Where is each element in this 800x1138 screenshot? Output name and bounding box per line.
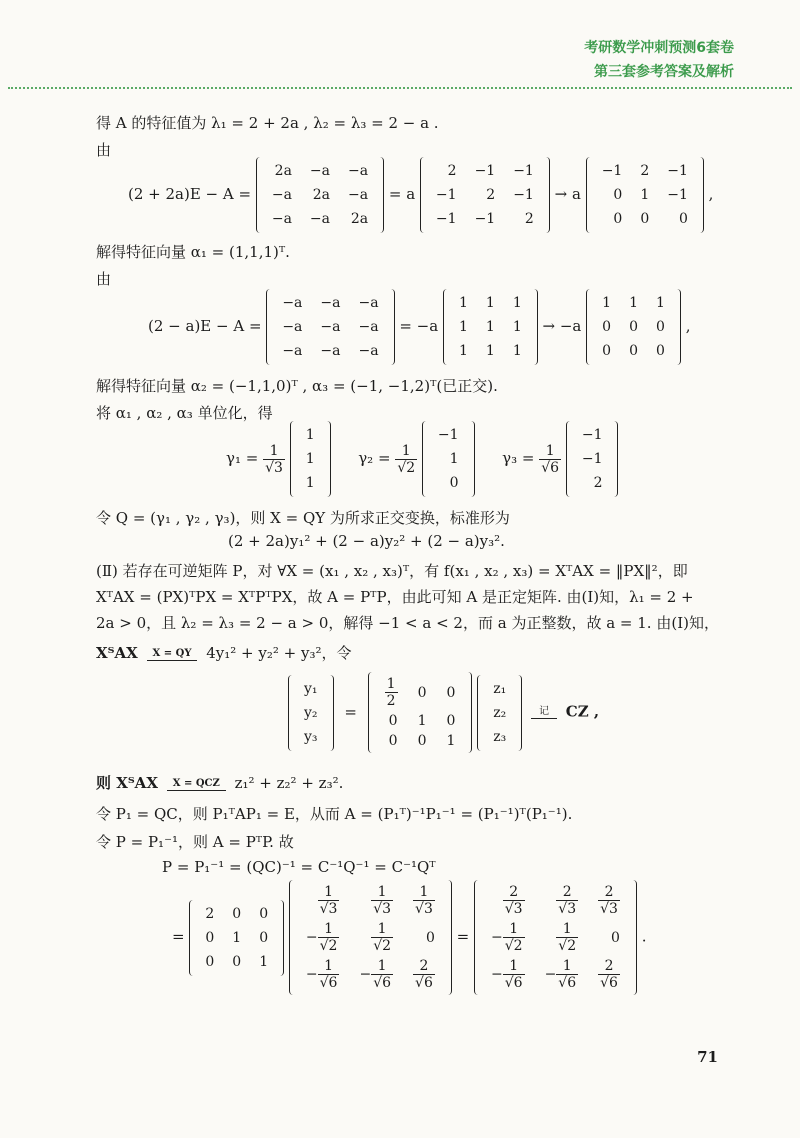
transform-arrow-qy: X = QY — [147, 648, 198, 661]
gamma1-coef: $\frac{1}{√3}$ — [265, 442, 283, 476]
matrix-cell: 2 — [486, 187, 496, 203]
vector-cell: 2 — [593, 475, 603, 491]
xax-expr: XᵀAX — [96, 644, 138, 662]
matrix-cell: $\frac{1}{√3}$ — [415, 884, 433, 917]
y-equals-cz: y₁ y₂ y₃ = $\frac{1}{2}$ 0 0 0 1 0 0 0 1 z₁ z₂ z₃ 记 CZ , — [288, 672, 599, 753]
matrix-cell: 1 — [458, 343, 468, 359]
matrix-cell: −1 — [435, 187, 457, 203]
section-title: 第三套参考答案及解析 — [594, 64, 734, 80]
matrix-cell: 2 — [447, 163, 457, 179]
vector-cell: 1 — [305, 427, 315, 443]
matrix-cell: 0 — [629, 319, 638, 335]
matrix-cell: − $\frac{1}{√6}$ — [544, 958, 577, 991]
part2-line-2: XᵀAX = (PX)ᵀPX = XᵀPᵀPX，故 A = PᵀP，由此可知 A 是正定矩阵. 由(Ⅰ)知，λ₁ = 2 + — [96, 588, 694, 606]
matrix-cell: 1 — [512, 319, 522, 335]
final-eq-sign: = — [172, 927, 185, 946]
header-divider — [8, 87, 792, 89]
vector-cell: z₂ — [493, 704, 507, 721]
gamma2-vector — [422, 421, 475, 497]
eigenvalues-line: 得 A 的特征值为 λ₁ = 2 + 2a , λ₂ = λ₃ = 2 − a . — [96, 114, 439, 132]
matrix-cell: −1 — [667, 187, 688, 203]
matrix-cell: $\frac{2}{√6}$ — [600, 958, 618, 991]
matrix-cell: 0 — [425, 929, 435, 946]
vector-cell: −1 — [581, 427, 603, 443]
page-number: 71 — [697, 1048, 718, 1066]
eq1-lhs: (2 + 2a)E − A = — [128, 185, 252, 203]
matrix-cell: 2a — [312, 187, 330, 203]
matrix-cell: − $\frac{1}{√6}$ — [359, 958, 392, 991]
matrix-m4 — [266, 289, 394, 365]
gamma2-label: γ₂ = — [358, 449, 391, 467]
matrix-cell: −a — [348, 163, 369, 179]
book-title: 考研数学冲刺预测6套卷 — [584, 40, 734, 56]
standard-form-line: (2 + 2a)y₁² + (2 − a)y₂² + (2 − a)y₃². — [228, 532, 505, 550]
matrix-cell: −a — [309, 211, 330, 227]
matrix-cell: 0 — [232, 953, 242, 970]
gamma1-label: γ₁ = — [226, 449, 259, 467]
matrix-cell: −a — [282, 343, 303, 359]
vector-cell: z₃ — [493, 728, 507, 745]
unitize-line: 将 α₁ , α₂ , α₃ 单位化，得 — [96, 404, 273, 422]
matrix-cell: 2 — [205, 905, 215, 922]
vector-cell: y₃ — [304, 728, 318, 745]
eq2-arrow: → −a — [542, 317, 582, 335]
part2-line-1: (Ⅱ) 若存在可逆矩阵 P，对 ∀X = (x₁ , x₂ , x₃)ᵀ，有 f(x₁ , x₂ , x₃) = XᵀAX = ‖PX‖²，即 — [96, 562, 688, 580]
matrix-cell: 0 — [656, 343, 665, 359]
transform-qy-line — [96, 642, 352, 663]
eq2-lhs: (2 − a)E − A = — [148, 317, 262, 335]
matrix-cell: −a — [271, 211, 292, 227]
matrix-cell: $\frac{1}{√3}$ — [373, 884, 392, 917]
part2-line-3: 2a > 0，且 λ₂ = λ₃ = 2 − a > 0，解得 −1 < a < 2，而 a 为正整数，故 a = 1. 由(Ⅰ)知， — [96, 614, 719, 632]
vector-cell: −1 — [581, 451, 603, 467]
final-tail: . — [641, 927, 647, 946]
p-inverse-line: P = P₁⁻¹ = (QC)⁻¹ = C⁻¹Q⁻¹ = C⁻¹Qᵀ — [162, 858, 436, 876]
matrix-cell: 0 — [259, 929, 269, 946]
matrix-cell: −1 — [474, 211, 496, 227]
matrix-cell: −a — [320, 343, 341, 359]
gamma3-coef: $\frac{1}{√6}$ — [541, 442, 560, 476]
final-eq-sign-2: = — [456, 927, 470, 946]
y-vector — [288, 675, 334, 751]
matrix-cell: $\frac{1}{√3}$ — [319, 884, 338, 917]
gamma3-vector — [566, 421, 619, 497]
vector-cell: 1 — [449, 451, 459, 467]
eq1-arrow: → a — [554, 185, 581, 203]
z-vector — [477, 675, 522, 751]
vector-cell: 0 — [449, 475, 459, 491]
orthogonal-transform-line: 令 Q = (γ₁ , γ₂ , γ₃)，则 X = QY 为所求正交变换，标准形为 — [96, 509, 510, 527]
matrix-cell: 1 — [485, 319, 495, 335]
matrix-cell: 1 — [602, 295, 612, 311]
matrix-cell: −a — [282, 319, 303, 335]
matrix-cell: −a — [358, 295, 379, 311]
matrix-cell: −1 — [474, 163, 496, 179]
matrix-cell: 0 — [232, 905, 242, 922]
matrix-cell: 0 — [613, 187, 623, 203]
note-equals: 记 — [531, 706, 557, 719]
c-inverse-matrix — [189, 900, 284, 976]
cz-expr: CZ , — [565, 702, 600, 721]
matrix-cell: 2 — [524, 211, 534, 227]
q-transpose-matrix — [289, 880, 452, 995]
eigenvector-1-line: 解得特征向量 α₁ = (1,1,1)ᵀ. — [96, 243, 290, 261]
matrix-cell: − $\frac{1}{√2}$ — [305, 921, 338, 954]
matrix-m2 — [420, 157, 550, 233]
qy-result: 4y₁² + y₂² + y₃²，令 — [206, 644, 352, 662]
matrix-cell: − $\frac{1}{√2}$ — [491, 921, 523, 954]
vector-cell: y₂ — [304, 704, 318, 721]
equation-2 — [148, 289, 690, 365]
matrix-cell: $\frac{2}{√6}$ — [415, 958, 433, 991]
transform-arrow-qcz: X = QCZ — [167, 778, 226, 791]
matrix-cell: 0 — [205, 929, 215, 946]
from-line-1: 由 — [96, 141, 112, 159]
matrix-cell: 0 — [205, 953, 215, 970]
matrix-cell: −a — [320, 295, 341, 311]
qcz-result: z₁² + z₂² + z₃². — [234, 774, 344, 792]
gamma-vectors — [226, 421, 618, 497]
equation-1 — [128, 157, 713, 233]
matrix-cell: − $\frac{1}{√6}$ — [491, 958, 523, 991]
gamma2-coef: $\frac{1}{√2}$ — [397, 442, 416, 476]
eigenvector-2-3-line: 解得特征向量 α₂ = (−1,1,0)ᵀ , α₃ = (−1, −1,2)ᵀ(已正交). — [96, 377, 498, 395]
from-line-2: 由 — [96, 270, 112, 288]
transform-qcz-line — [96, 772, 343, 793]
xax-expr-2: 则 XᵀAX — [96, 774, 158, 792]
vector-cell: z₁ — [493, 680, 507, 697]
matrix-cell: −1 — [667, 163, 688, 179]
gamma3-label: γ₃ = — [502, 449, 535, 467]
matrix-cell: −a — [358, 319, 379, 335]
matrix-cell: $\frac{2}{√3}$ — [504, 884, 523, 917]
vector-cell: 1 — [305, 475, 315, 491]
matrix-cell: − $\frac{1}{√6}$ — [305, 958, 338, 991]
matrix-cell: 2a — [274, 163, 292, 179]
eq1-tail: , — [708, 185, 714, 203]
matrix-cell: $\frac{1}{√2}$ — [373, 921, 392, 954]
matrix-cell: 0 — [640, 211, 650, 227]
result-matrix — [474, 880, 637, 995]
matrix-cell: 1 — [629, 295, 638, 311]
final-product — [172, 880, 647, 995]
matrix-cell: 0 — [259, 905, 269, 922]
matrix-cell: 1 — [485, 295, 495, 311]
matrix-cell: 1 — [512, 295, 522, 311]
matrix-cell: 2a — [350, 211, 369, 227]
p1-line: 令 P₁ = QC，则 P₁ᵀAP₁ = E，从而 A = (P₁ᵀ)⁻¹P₁⁻¹ = (P₁⁻¹)ᵀ(P₁⁻¹). — [96, 805, 573, 823]
matrix-cell: 0 — [602, 343, 612, 359]
matrix-cell: −1 — [513, 187, 534, 203]
matrix-cell: $\frac{2}{√3}$ — [600, 884, 618, 917]
eq2-tail: , — [685, 317, 691, 335]
matrix-cell: −a — [320, 319, 341, 335]
c-matrix: $\frac{1}{2}$ 0 0 0 1 0 0 0 1 — [368, 672, 473, 753]
vector-cell: 1 — [305, 451, 315, 467]
matrix-cell: 1 — [512, 343, 522, 359]
matrix-cell: 2 — [640, 163, 650, 179]
matrix-cell: 1 — [458, 319, 468, 335]
vector-cell: −1 — [437, 427, 459, 443]
matrix-cell: 0 — [656, 319, 665, 335]
vector-cell: y₁ — [304, 680, 318, 697]
matrix-cell: 1 — [485, 343, 495, 359]
matrix-cell: −a — [271, 187, 292, 203]
matrix-m5 — [443, 289, 538, 365]
eq2-factor: = −a — [399, 317, 439, 335]
matrix-cell: $\frac{2}{√3}$ — [558, 884, 577, 917]
matrix-cell: 1 — [640, 187, 650, 203]
matrix-cell: −a — [309, 163, 330, 179]
matrix-cell: 0 — [678, 211, 688, 227]
matrix-cell: 1 — [259, 953, 269, 970]
matrix-cell: 1 — [232, 929, 242, 946]
matrix-m1 — [256, 157, 384, 233]
matrix-m3 — [586, 157, 704, 233]
eq1-factor: = a — [388, 185, 416, 203]
matrix-cell: −a — [282, 295, 303, 311]
matrix-cell: −1 — [601, 163, 623, 179]
matrix-cell: $\frac{1}{√2}$ — [558, 921, 577, 954]
matrix-cell: 0 — [611, 929, 620, 946]
matrix-cell: 0 — [613, 211, 623, 227]
gamma1-vector — [290, 421, 331, 497]
matrix-m6 — [586, 289, 681, 365]
matrix-cell: −a — [348, 187, 369, 203]
matrix-cell: 1 — [656, 295, 665, 311]
matrix-cell: 0 — [629, 343, 638, 359]
matrix-cell: 1 — [458, 295, 468, 311]
matrix-cell: −1 — [513, 163, 534, 179]
matrix-cell: −1 — [435, 211, 457, 227]
p-line: 令 P = P₁⁻¹，则 A = PᵀP. 故 — [96, 833, 294, 851]
matrix-cell: −a — [358, 343, 379, 359]
matrix-cell: 0 — [602, 319, 612, 335]
